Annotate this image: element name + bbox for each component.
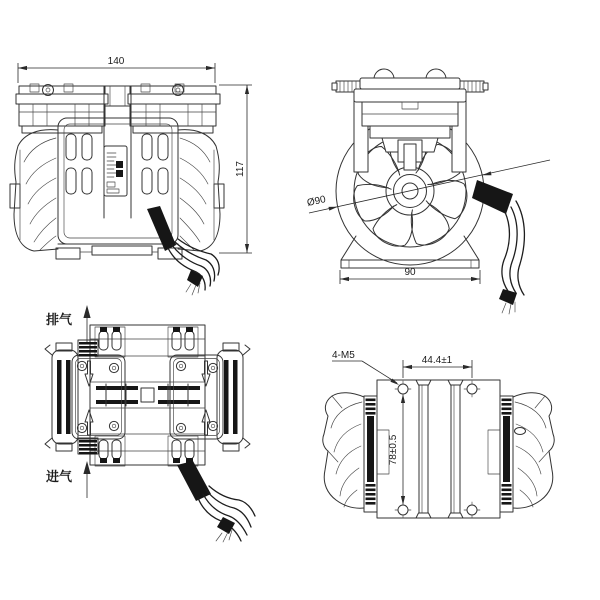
front-view	[10, 56, 252, 295]
front-cylinder-heads	[16, 84, 220, 133]
mounting-holes	[395, 381, 480, 518]
side-power-cable	[472, 180, 524, 314]
top-power-cable	[177, 461, 255, 542]
valve-covers	[95, 327, 198, 466]
front-height-dimension: 117	[235, 161, 246, 177]
front-width-dimension: 140	[107, 56, 125, 67]
base-width-dimension: 90	[404, 267, 416, 278]
mounting-rails	[416, 380, 463, 518]
front-fan-right	[178, 130, 224, 251]
side-cylinder-head	[332, 69, 488, 172]
fan-diameter-dimension: Ø90	[306, 194, 327, 209]
bottom-view	[323, 350, 554, 518]
thread-spec-callout: 4-M5	[332, 350, 355, 361]
top-right-cylinder-block	[170, 355, 223, 439]
side-base	[341, 236, 479, 268]
top-body	[90, 325, 205, 466]
nameplate-label	[104, 146, 127, 196]
bottom-fan-right	[488, 393, 554, 512]
front-fan-left	[10, 130, 58, 251]
intake-direction-label: 进气	[46, 469, 73, 484]
hole-spacing-vertical-dimension: 78±0.5	[388, 434, 399, 466]
exhaust-direction-label: 排气	[46, 312, 73, 327]
top-view	[45, 305, 255, 542]
hole-spacing-horizontal-dimension: 44.4±1	[421, 355, 453, 366]
side-view	[306, 69, 550, 314]
bottom-fan-left	[323, 393, 389, 512]
